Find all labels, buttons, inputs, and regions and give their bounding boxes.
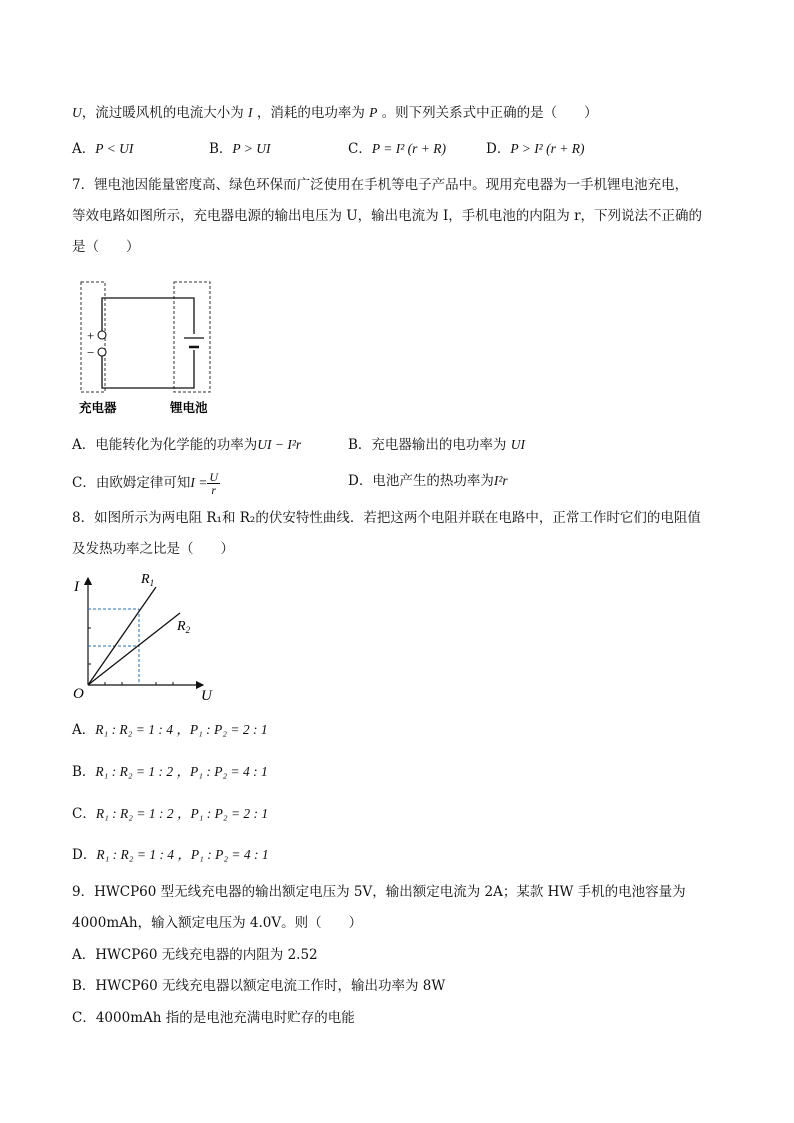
q8-option-d[interactable]: [72, 845, 269, 865]
option-expr: P > I² (r + R): [510, 141, 585, 156]
q8-option-c[interactable]: [72, 804, 268, 824]
q6-text-b: ，消耗的电功率为: [256, 105, 365, 121]
numerator: U: [209, 470, 218, 484]
option-label: A．: [72, 947, 96, 963]
q7-circuit-figure: [78, 280, 223, 420]
q6-text-c: 。则下列关系式中正确的是（ ）: [381, 105, 598, 121]
r1-letter: R: [141, 572, 150, 587]
negative-terminal: [98, 348, 106, 356]
q6-text-a: ，流过暖风机的电流大小为: [81, 105, 244, 121]
option-label: D．: [72, 847, 97, 863]
denominator: r: [211, 483, 216, 497]
q7-option-a[interactable]: [72, 435, 301, 455]
option-expr: UI: [510, 437, 525, 452]
r1-line: [88, 587, 156, 685]
option-expr: P = I² (r + R): [371, 141, 446, 156]
option-label: A．: [72, 141, 96, 157]
circuit-wire: [102, 298, 194, 335]
option-label: D．: [486, 141, 511, 157]
option-label: D．: [348, 473, 373, 489]
option-expr: I =: [190, 475, 208, 490]
option-label: C．: [72, 806, 96, 822]
option-expr: R₁ : R₂ = 1 : 4 ，P₁ : P₂ = 4 : 1: [96, 847, 269, 862]
option-expr: R₁ : R₂ = 1 : 4 ，P₁ : P₂ = 2 : 1: [95, 722, 268, 737]
q9-stem-line1: 9．HWCP60 型无线充电器的输出额定电压为 5V，输出额定电流为 2A；某款 HW 手机的电池容量为: [72, 884, 686, 900]
r1-label: [140, 572, 154, 588]
q6-option-d[interactable]: [486, 139, 584, 159]
q6-option-c[interactable]: [348, 139, 446, 159]
q8-stem-line2: 及发热功率之比是（ ）: [72, 541, 234, 557]
origin-label: O: [73, 686, 84, 702]
option-text: 电能转化为化学能的功率为: [95, 437, 258, 453]
q7-stem-line1: 7．锂电池因能量密度高、绿色环保而广泛使用在手机等电子产品中。现用充电器为一手机锂电池充电，: [72, 177, 689, 193]
q7-stem-line2: 等效电路如图所示，充电器电源的输出电压为 U，输出电流为 I，手机电池的内阻为 r，下列说法不正确的: [72, 208, 703, 224]
circuit-wire: [102, 350, 194, 388]
plus-sign: +: [87, 328, 95, 343]
q7-option-c[interactable]: [72, 471, 220, 496]
option-expr: P < UI: [95, 141, 134, 156]
q9-option-c[interactable]: [72, 1008, 355, 1028]
option-label: C．: [348, 141, 372, 157]
q9-option-b[interactable]: [72, 976, 445, 996]
battery-label: 锂电池: [170, 401, 208, 415]
q6-continuation: [72, 103, 598, 123]
r1-subscript: 1: [149, 578, 155, 588]
option-text: 电池产生的热功率为: [372, 473, 494, 489]
option-text: HWCP60 无线充电器的内阻为 2.52: [95, 947, 318, 963]
u-axis-label: U: [201, 688, 212, 704]
option-text: HWCP60 无线充电器以额定电流工作时，输出功率为 8W: [95, 978, 446, 994]
positive-terminal: [98, 331, 106, 339]
option-label: B．: [72, 764, 96, 780]
option-label: B．: [348, 437, 372, 453]
minus-sign: −: [87, 345, 95, 360]
q6-symbol-u: U: [72, 105, 82, 120]
q7-stem-line3: 是（ ）: [72, 239, 140, 255]
option-label: C．: [72, 1010, 96, 1026]
q8-iv-graph: [70, 570, 230, 705]
q8-stem-line1: 8．如图所示为两电阻 R₁和 R₂的伏安特性曲线．若把这两个电阻并联在电路中，正常工作时它们的电阻值: [72, 510, 701, 526]
option-label: B．: [72, 978, 96, 994]
option-label: C．: [72, 475, 96, 491]
option-expr: P > UI: [232, 141, 271, 156]
option-expr: R₁ : R₂ = 1 : 2 ，P₁ : P₂ = 4 : 1: [95, 764, 268, 779]
option-label: A．: [72, 437, 96, 453]
option-label: A．: [72, 722, 96, 738]
option-label: B．: [209, 141, 233, 157]
q8-option-b[interactable]: [72, 762, 268, 782]
q9-stem-line2: 4000mAh，输入额定电压为 4.0V。则（ ）: [72, 915, 363, 931]
r2-letter: R: [177, 619, 186, 634]
q6-option-b[interactable]: [209, 139, 271, 159]
option-text: 4000mAh 指的是电池充满电时贮存的电能: [95, 1010, 355, 1026]
q6-symbol-p: P: [369, 105, 378, 120]
option-text: 充电器输出的电功率为: [371, 437, 507, 453]
option-expr: UI − I²r: [257, 437, 302, 452]
q6-option-a[interactable]: [72, 139, 133, 159]
option-expr: I²r: [493, 473, 508, 488]
q8-option-a[interactable]: [72, 720, 268, 740]
r2-line: [88, 613, 180, 685]
r2-subscript: 2: [185, 625, 191, 635]
fraction: [207, 471, 220, 496]
q7-option-b[interactable]: [348, 435, 525, 455]
option-text: 由欧姆定律可知: [95, 475, 191, 491]
option-expr: R₁ : R₂ = 1 : 2 ，P₁ : P₂ = 2 : 1: [95, 806, 269, 821]
q6-symbol-i: I: [248, 105, 253, 120]
q9-option-a[interactable]: [72, 945, 318, 965]
q7-option-d[interactable]: [348, 471, 508, 491]
i-axis-label: I: [74, 579, 79, 595]
charger-label: 充电器: [79, 401, 117, 415]
r2-label: [176, 619, 191, 635]
